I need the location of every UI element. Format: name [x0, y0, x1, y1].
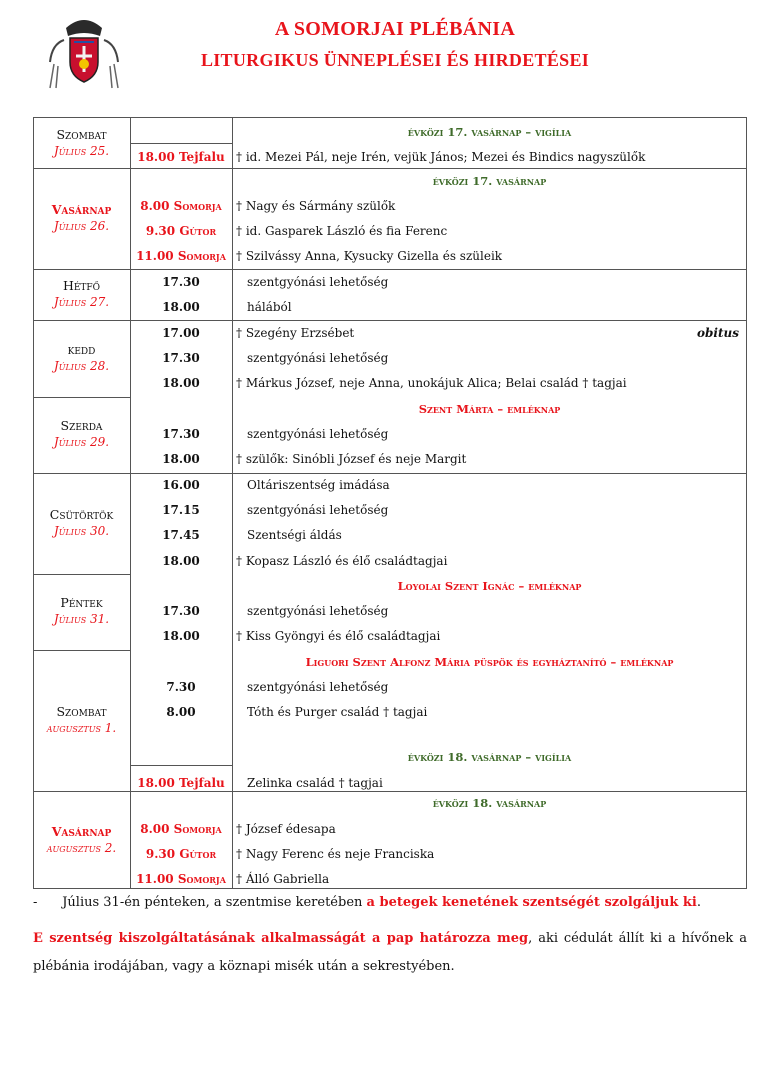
time-cell: 18.00 Tejfalu	[137, 776, 225, 790]
announcement-line-1: - Július 31-én pénteken, a szentmise keretében a betegek kenetének szentségét szolgáljuk ki.	[33, 895, 701, 910]
day-tuesday-jul28: kedd Július 28.	[53, 342, 110, 373]
feast-heading: évközi 18. vasárnap – vigília	[407, 750, 572, 764]
day-sunday-aug2: Vasárnap augusztus 2.	[46, 824, 117, 855]
time-cell: 17.15	[162, 503, 200, 517]
time-cell: 8.00 Somorja	[140, 822, 222, 836]
day-saturday-jul25: Szombat Július 25.	[53, 127, 110, 158]
time-cell: 7.30	[166, 680, 196, 694]
intention-entry: † Kopasz László és élő családtagjai	[236, 554, 448, 568]
day-sunday-jul26: Vasárnap Július 26.	[51, 202, 112, 233]
time-cell: 9.30 Gútor	[145, 224, 217, 238]
intention-entry: szentgyónási lehetőség	[247, 275, 389, 289]
intention-entry: szentgyónási lehetőség	[247, 427, 389, 441]
time-cell: 17.30	[162, 351, 200, 365]
time-cell: 17.30	[162, 275, 200, 289]
intention-entry: Zelinka család † tagjai	[247, 776, 383, 790]
time-cell: 8.00 Somorja	[140, 199, 222, 213]
feast-heading: évközi 17. vasárnap – vigília	[407, 125, 572, 139]
time-cell: 11.00 Somorja	[136, 872, 226, 886]
time-cell: 18.00	[162, 554, 200, 568]
intention-entry: † Szilvássy Anna, Kysucky Gizella és szüleik	[236, 249, 503, 263]
day-friday-jul31: Péntek Július 31.	[53, 595, 110, 626]
bullet-dash: -	[33, 895, 38, 910]
intention-entry: Szentségi áldás	[247, 528, 342, 542]
time-cell: 8.00	[166, 705, 196, 719]
intention-entry: hálából	[247, 300, 292, 314]
intention-entry: † József édesapa	[236, 822, 336, 836]
intention-entry: † id. Mezei Pál, neje Irén, vejük János; Mezei és Bindics nagyszülők	[236, 150, 646, 164]
intention-entry: † szülők: Sinóbli József és neje Margit	[236, 452, 467, 466]
time-cell: 11.00 Somorja	[136, 249, 226, 263]
day-saturday-aug1: Szombat augusztus 1.	[46, 704, 117, 735]
time-cell: 17.30	[162, 427, 200, 441]
time-cell: 16.00	[162, 478, 200, 492]
intention-entry: szentgyónási lehetőség	[247, 503, 389, 517]
feast-heading: Liguori Szent Alfonz Mária püspök és egyháztanító – emléknap	[305, 655, 674, 669]
intention-entry: † Kiss Gyöngyi és élő családtagjai	[236, 629, 441, 643]
time-cell: 9.30 Gútor	[145, 847, 217, 861]
schedule-table	[33, 117, 747, 889]
time-cell: 18.00	[162, 376, 200, 390]
time-cell: 17.45	[162, 528, 200, 542]
intention-entry: † Szegény Erzsébet	[236, 326, 355, 340]
time-cell: 18.00	[162, 300, 200, 314]
obitus-label: obitus	[697, 326, 739, 340]
announcement-paragraph: E szentség kiszolgáltatásának alkalmasságát a pap határozza meg, aki cédulát állít ki a hívőnek a plébánia irodájában, vagy a köznapi misék után a sekrestyében.	[33, 931, 747, 974]
intention-entry: † Nagy és Sármány szülők	[236, 199, 396, 213]
time-cell: 18.00	[162, 452, 200, 466]
time-cell: 18.00	[162, 629, 200, 643]
intention-entry: Oltáriszentség imádása	[247, 478, 390, 492]
page-title: A SOMORJAI PLÉBÁNIA	[274, 18, 516, 40]
time-cell: 17.30	[162, 604, 200, 618]
time-cell: 17.00	[162, 326, 200, 340]
day-monday-jul27: Hétfő Július 27.	[53, 278, 110, 309]
feast-heading: Szent Márta – emléknap	[418, 402, 561, 416]
intention-entry: † Nagy Ferenc és neje Franciska	[236, 847, 435, 861]
intention-entry: szentgyónási lehetőség	[247, 680, 389, 694]
intention-entry: szentgyónási lehetőség	[247, 351, 389, 365]
intention-entry: † Márkus József, neje Anna, unokájuk Alica; Belai család † tagjai	[236, 376, 627, 390]
parish-coat-of-arms-icon	[44, 10, 124, 90]
feast-heading: évközi 17. vasárnap	[432, 174, 547, 188]
intention-entry: † Álló Gabriella	[236, 872, 330, 886]
day-wednesday-jul29: Szerda Július 29.	[53, 418, 110, 449]
feast-heading: évközi 18. vasárnap	[432, 796, 547, 810]
time-cell: 18.00 Tejfalu	[137, 150, 225, 164]
page-subtitle: LITURGIKUS ÜNNEPLÉSEI ÉS HIRDETÉSEI	[200, 50, 590, 70]
intention-entry: Tóth és Purger család † tagjai	[247, 705, 428, 719]
intention-entry: szentgyónási lehetőség	[247, 604, 389, 618]
intention-entry: † id. Gasparek László és fia Ferenc	[236, 224, 448, 238]
feast-heading: Loyolai Szent Ignác – emléknap	[397, 579, 582, 593]
day-thursday-jul30: Csütörtök Július 30.	[49, 507, 114, 538]
